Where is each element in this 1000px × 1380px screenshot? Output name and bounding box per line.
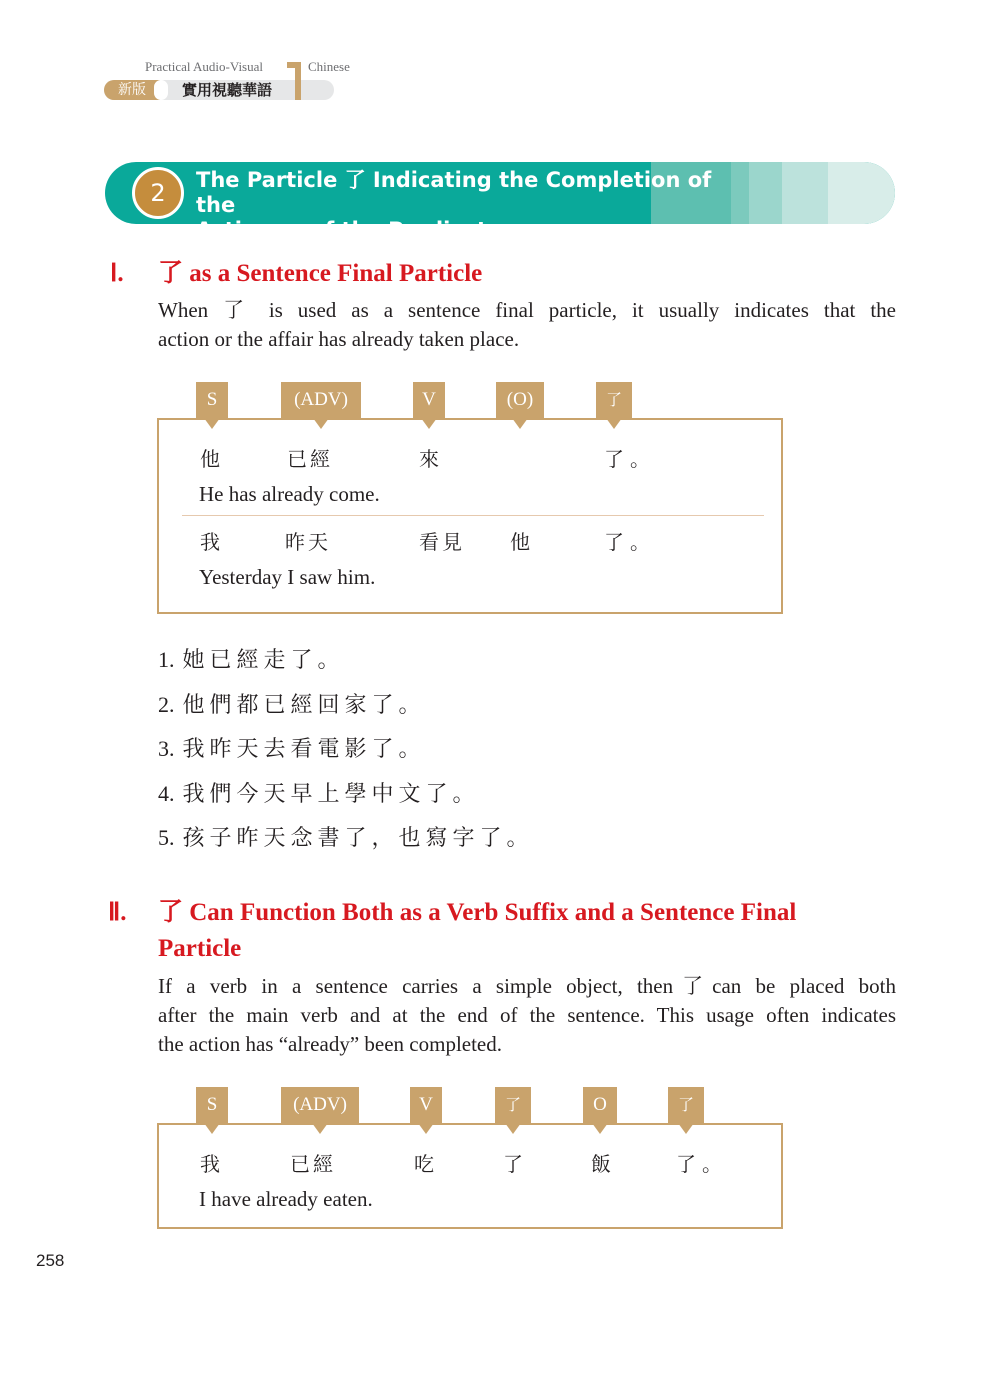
p2-r1-translation: I have already eaten. <box>199 1187 373 1211</box>
p2-r1-subject: 我 <box>200 1152 220 1176</box>
section-number-badge: 2 <box>132 167 184 219</box>
section-title-line1: The Particle 了 Indicating the Completion of the <box>196 168 712 217</box>
p2-r1-le-suffix: 了 <box>503 1152 523 1176</box>
p1-r2-subject: 我 <box>200 530 220 554</box>
part1-numeral: Ⅰ. <box>110 260 124 287</box>
example-item: 5. 孩子昨天念書了，也寫字了。 <box>158 825 534 851</box>
p1-r2-le: 了。 <box>604 530 656 554</box>
p2-r1-adverb: 已經 <box>290 1152 336 1176</box>
p1-r2-object: 他 <box>510 530 530 554</box>
row-separator <box>182 515 764 516</box>
example-item: 3. 我昨天去看電影了。 <box>158 736 426 762</box>
edition-badge: 新版 <box>104 80 160 100</box>
series-title-zh: 實用視聽華語 <box>182 81 273 99</box>
tag-subject: S <box>196 382 228 418</box>
p1-r1-subject: 他 <box>200 447 220 471</box>
page-number: 258 <box>36 1251 65 1270</box>
part2-numeral: Ⅱ. <box>108 899 127 926</box>
p2-r1-object: 飯 <box>591 1152 611 1176</box>
part1-heading: 了 as a Sentence Final Particle <box>158 260 483 287</box>
p2-r1-verb: 吃 <box>414 1152 434 1176</box>
part2-heading: 了 Can Function Both as a Verb Suffix and a Sentence Final Particle <box>158 899 797 962</box>
example-item: 4. 我們今天早上學中文了。 <box>158 781 480 807</box>
tag-le-suffix: 了 <box>495 1087 531 1123</box>
p2-r1-le-final: 了。 <box>676 1152 728 1176</box>
example-item: 2. 他們都已經回家了。 <box>158 692 426 718</box>
tag-le-final: 了 <box>668 1087 704 1123</box>
tag-verb: V <box>410 1087 442 1123</box>
p1-r2-translation: Yesterday I saw him. <box>199 565 376 589</box>
tag-adverb: (ADV) <box>281 382 361 418</box>
p1-r2-adverb: 昨天 <box>285 530 331 554</box>
p1-r1-adverb: 已經 <box>287 447 333 471</box>
part2-description: If a verb in a sentence carries a simple object, then了can be placed both after the main verb and at the end of the sentence. This usage often indicates the action has “already” been completed. <box>158 974 896 1056</box>
section-title-line2: Action or of the Predicate. <box>196 218 510 242</box>
tag-subject: S <box>196 1087 228 1123</box>
edition-divider <box>154 80 168 100</box>
part1-description: When 了 is used as a sentence final particle, it usually indicates that the action or the affair has already taken place. <box>158 298 896 351</box>
p1-r2-verb: 看見 <box>419 530 465 554</box>
section-title <box>196 168 756 243</box>
tag-adverb: (ADV) <box>281 1087 359 1123</box>
volume-one-mark <box>287 62 301 100</box>
p1-r1-le: 了。 <box>604 447 656 471</box>
series-title-en-right: Chinese <box>308 59 350 74</box>
tag-object: O <box>583 1087 617 1123</box>
p1-r1-verb: 來 <box>419 447 439 471</box>
p1-r1-translation: He has already come. <box>199 482 380 506</box>
tag-le: 了 <box>596 382 632 418</box>
tag-verb: V <box>413 382 445 418</box>
example-item: 1. 她已經走了。 <box>158 647 345 673</box>
tag-object: (O) <box>496 382 544 418</box>
series-title-en-left: Practical Audio-Visual <box>145 59 263 74</box>
